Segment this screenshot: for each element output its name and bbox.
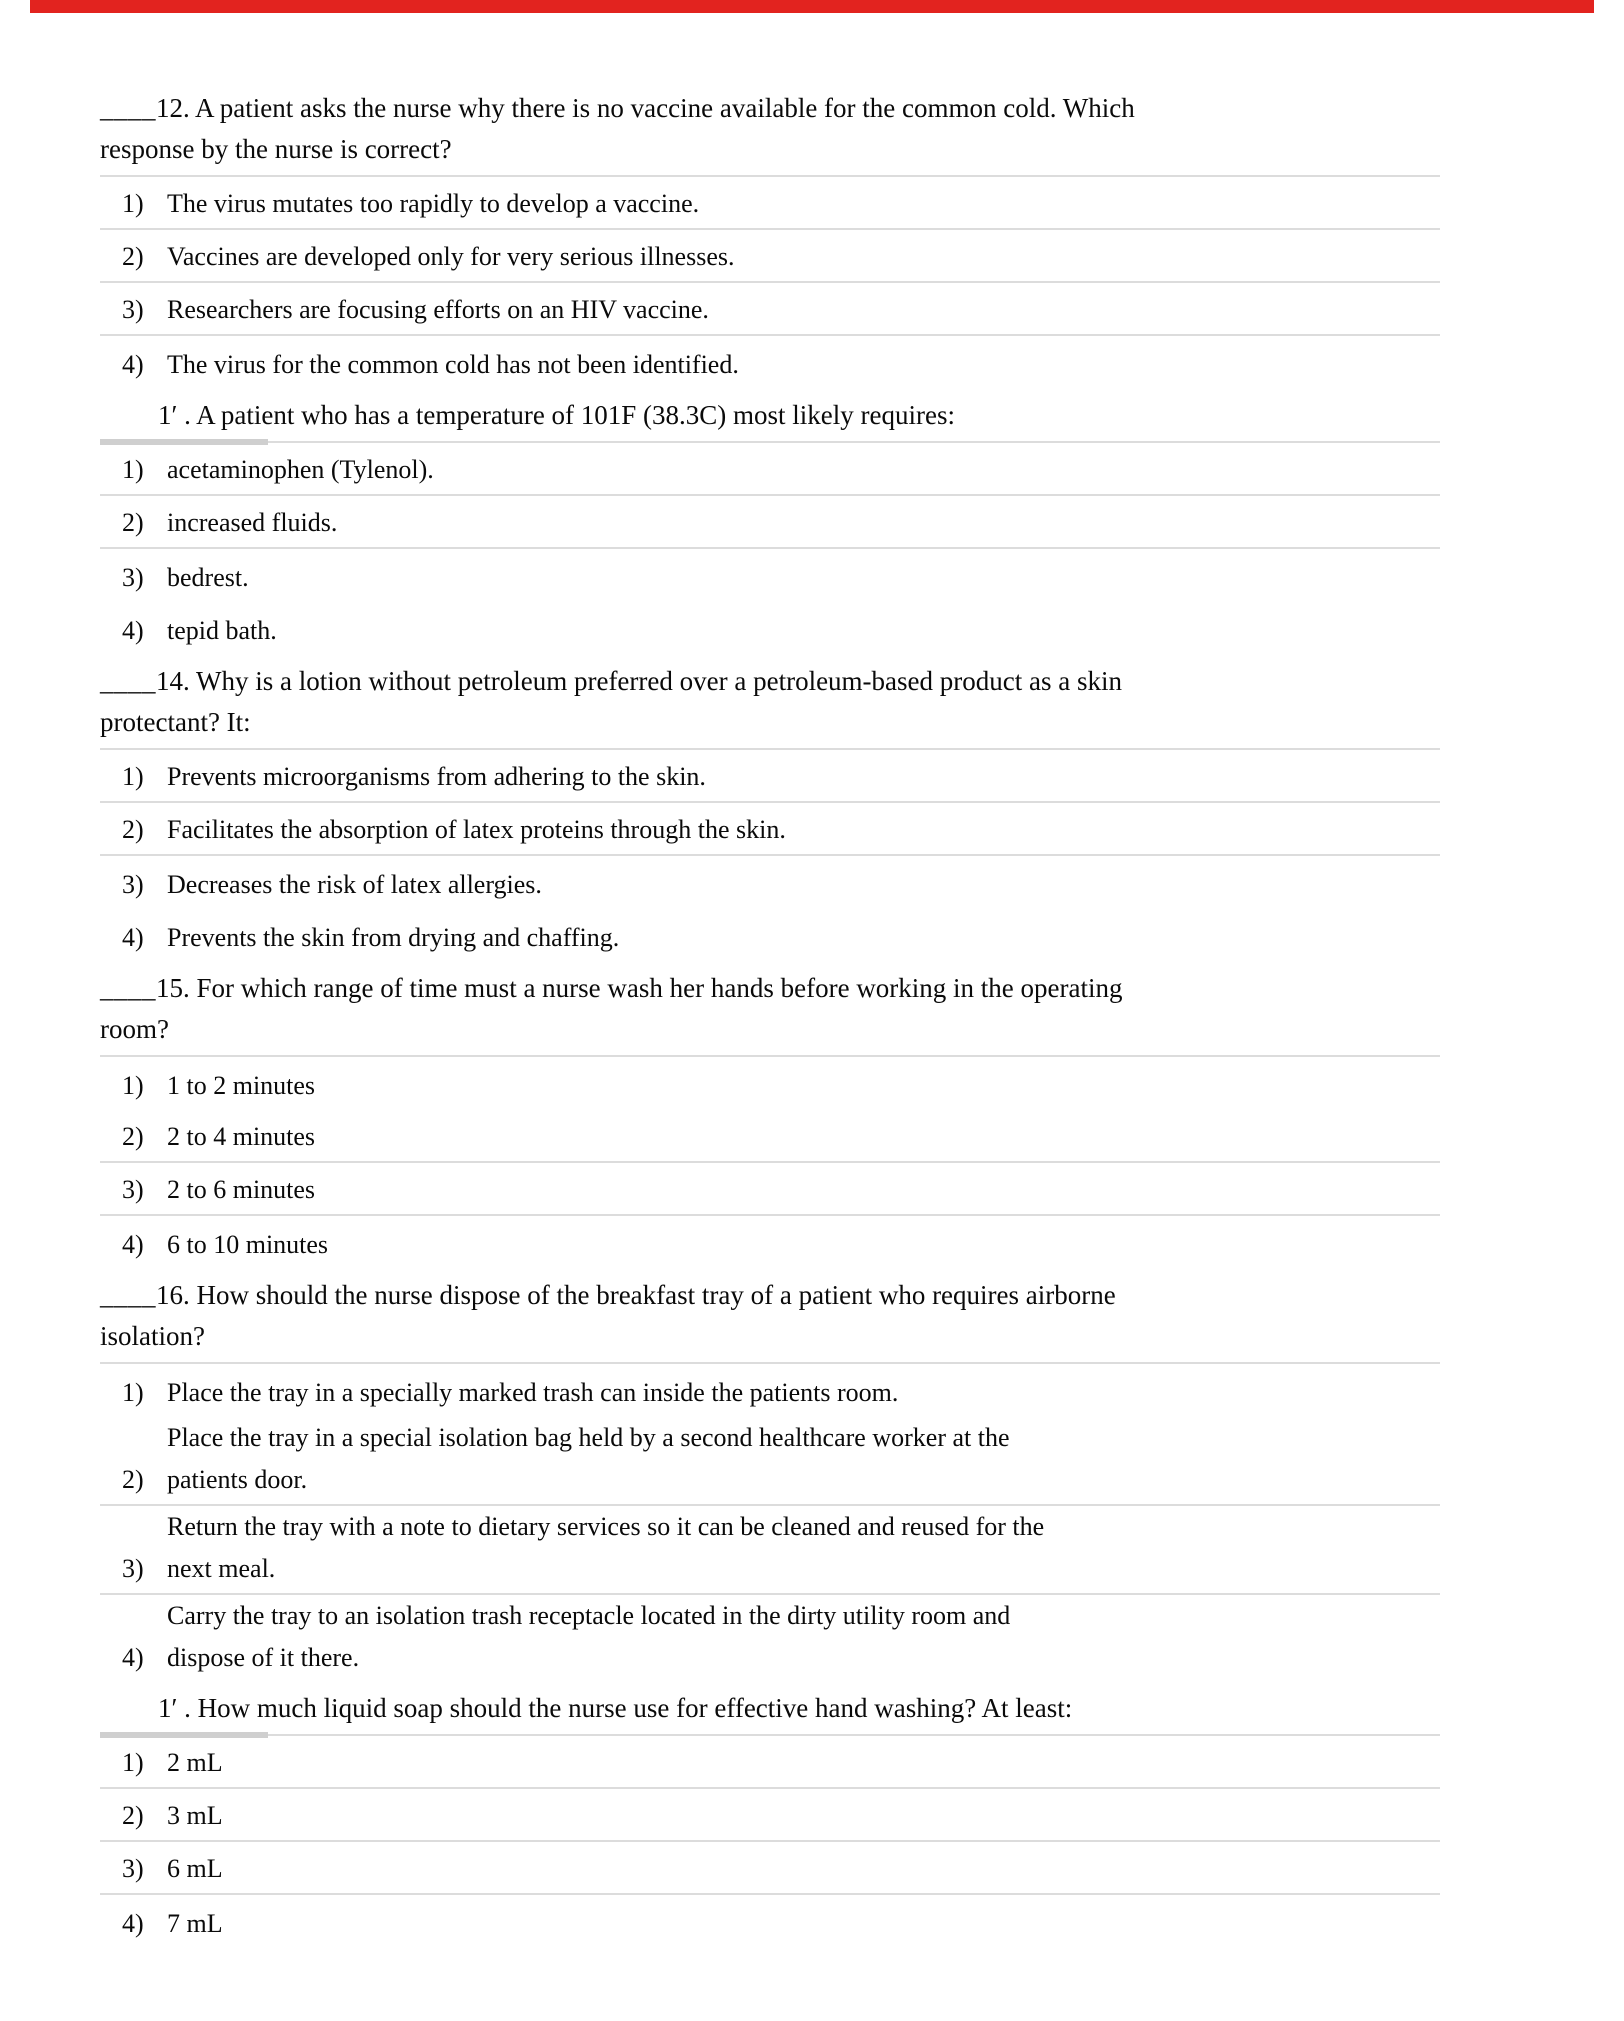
- question-number: 1′ .: [158, 400, 191, 430]
- option-label: 2): [122, 1801, 144, 1830]
- option-text: 6 mL: [167, 1854, 223, 1883]
- answer-option-row: [100, 750, 1440, 803]
- option-text: Researchers are focusing efforts on an HIV vaccine.: [167, 295, 709, 324]
- option-text: Place the tray in a special isolation bag held by a second healthcare worker at the patients door.: [167, 1423, 1010, 1494]
- option-label: 3): [122, 870, 144, 899]
- answer-option-row: [100, 230, 1440, 283]
- option-label: 2): [122, 815, 144, 844]
- answer-option-row: [100, 1842, 1440, 1895]
- question-text: 1′ . How much liquid soap should the nurse use for effective hand washing? At least:: [158, 1693, 1073, 1723]
- question-header: [100, 1275, 1440, 1364]
- answer-option-row: [100, 549, 1440, 602]
- option-text: Carry the tray to an isolation trash receptacle located in the dirty utility room and dispose of it there.: [167, 1601, 1011, 1672]
- question-text: 1′ . A patient who has a temperature of 101F (38.3C) most likely requires:: [158, 400, 956, 430]
- option-label: 2): [122, 1122, 144, 1151]
- option-text: Vaccines are developed only for very serious illnesses.: [167, 242, 735, 271]
- question-number: 12.: [156, 93, 190, 123]
- option-text: Prevents the skin from drying and chaffing.: [167, 923, 620, 952]
- option-text: bedrest.: [167, 563, 249, 592]
- option-label: 1): [122, 1378, 144, 1407]
- option-text: acetaminophen (Tylenol).: [167, 455, 434, 484]
- option-text: 1 to 2 minutes: [167, 1071, 316, 1100]
- answer-option-row: [100, 1595, 1440, 1682]
- option-text: Decreases the risk of latex allergies.: [167, 870, 542, 899]
- option-label: 4): [122, 923, 144, 952]
- answer-blank: ____: [100, 93, 156, 123]
- question-number: 1′ .: [158, 1693, 191, 1723]
- question-text: ____15. For which range of time must a nurse wash her hands before working in the operating: [100, 973, 1123, 1003]
- option-label: 2): [122, 508, 144, 537]
- question-number: 16.: [156, 1280, 190, 1310]
- question-header: [100, 661, 1440, 750]
- question-header: [100, 968, 1440, 1057]
- option-label: 3): [122, 1854, 144, 1883]
- answer-blank: ____: [100, 1280, 156, 1310]
- option-label: 3): [122, 563, 144, 592]
- option-text: 2 to 4 minutes: [167, 1122, 316, 1151]
- answer-option-row: [100, 602, 1440, 655]
- answer-option-row: [100, 1895, 1440, 1948]
- option-label: 2): [122, 1465, 144, 1494]
- question-text: ____14. Why is a lotion without petroleum preferred over a petroleum-based product as a skin: [100, 666, 1122, 696]
- option-label: 4): [122, 1909, 144, 1938]
- answer-option-row: [100, 283, 1440, 336]
- answer-option-row: [100, 1364, 1440, 1417]
- answer-option-row: [100, 443, 1440, 496]
- option-text: The virus for the common cold has not been identified.: [167, 350, 739, 379]
- answer-option-row: [100, 1163, 1440, 1216]
- option-label: 1): [122, 1071, 144, 1100]
- answer-option-row: [100, 177, 1440, 230]
- option-text: Place the tray in a specially marked trash can inside the patients room.: [167, 1378, 899, 1407]
- answer-option-row: [100, 1506, 1440, 1595]
- option-text: Facilitates the absorption of latex proteins through the skin.: [167, 815, 786, 844]
- option-label: 4): [122, 616, 144, 645]
- answer-option-row: [100, 909, 1440, 962]
- question-text: ____16. How should the nurse dispose of the breakfast tray of a patient who requires airborne: [100, 1280, 1116, 1310]
- option-text: Return the tray with a note to dietary services so it can be cleaned and reused for the next meal.: [167, 1512, 1045, 1583]
- question-number: 14.: [156, 666, 190, 696]
- question-text-line2: response by the nurse is correct?: [100, 134, 452, 164]
- answer-blank: ____: [100, 973, 156, 1003]
- option-text: increased fluids.: [167, 508, 338, 537]
- question-header: [100, 395, 1440, 443]
- option-text: 3 mL: [167, 1801, 223, 1830]
- option-text: 7 mL: [167, 1909, 223, 1938]
- question-text-line2: room?: [100, 1014, 169, 1044]
- answer-option-row: [100, 1216, 1440, 1269]
- option-label: 1): [122, 1748, 144, 1777]
- option-text: Prevents microorganisms from adhering to the skin.: [167, 762, 706, 791]
- question-number: 15.: [156, 973, 190, 1003]
- answer-option-row: [100, 803, 1440, 856]
- answer-blank: ____: [100, 666, 156, 696]
- option-label: 3): [122, 1175, 144, 1204]
- option-label: 4): [122, 1230, 144, 1259]
- option-label: 1): [122, 455, 144, 484]
- answer-option-row: [100, 336, 1440, 389]
- answer-option-row: [100, 1057, 1440, 1110]
- option-label: 3): [122, 1554, 144, 1583]
- question-header: [100, 88, 1440, 177]
- answer-option-row: [100, 1789, 1440, 1842]
- option-text: 6 to 10 minutes: [167, 1230, 329, 1259]
- option-label: 2): [122, 242, 144, 271]
- option-text: tepid bath.: [167, 616, 277, 645]
- answer-option-row: [100, 496, 1440, 549]
- question-text-line2: isolation?: [100, 1321, 205, 1351]
- answer-option-row: [100, 1110, 1440, 1163]
- question-text: ____12. A patient asks the nurse why there is no vaccine available for the common cold. Which: [100, 93, 1135, 123]
- option-text: The virus mutates too rapidly to develop a vaccine.: [167, 189, 700, 218]
- answer-option-row: [100, 856, 1440, 909]
- option-label: 3): [122, 295, 144, 324]
- question-text-line2: protectant? It:: [100, 707, 251, 737]
- option-label: 1): [122, 762, 144, 791]
- answer-option-row: [100, 1736, 1440, 1789]
- option-text: 2 mL: [167, 1748, 223, 1777]
- option-label: 4): [122, 1643, 144, 1672]
- option-label: 1): [122, 189, 144, 218]
- option-text: 2 to 6 minutes: [167, 1175, 316, 1204]
- question-header: [100, 1688, 1440, 1736]
- option-label: 4): [122, 350, 144, 379]
- answer-option-row: [100, 1417, 1440, 1506]
